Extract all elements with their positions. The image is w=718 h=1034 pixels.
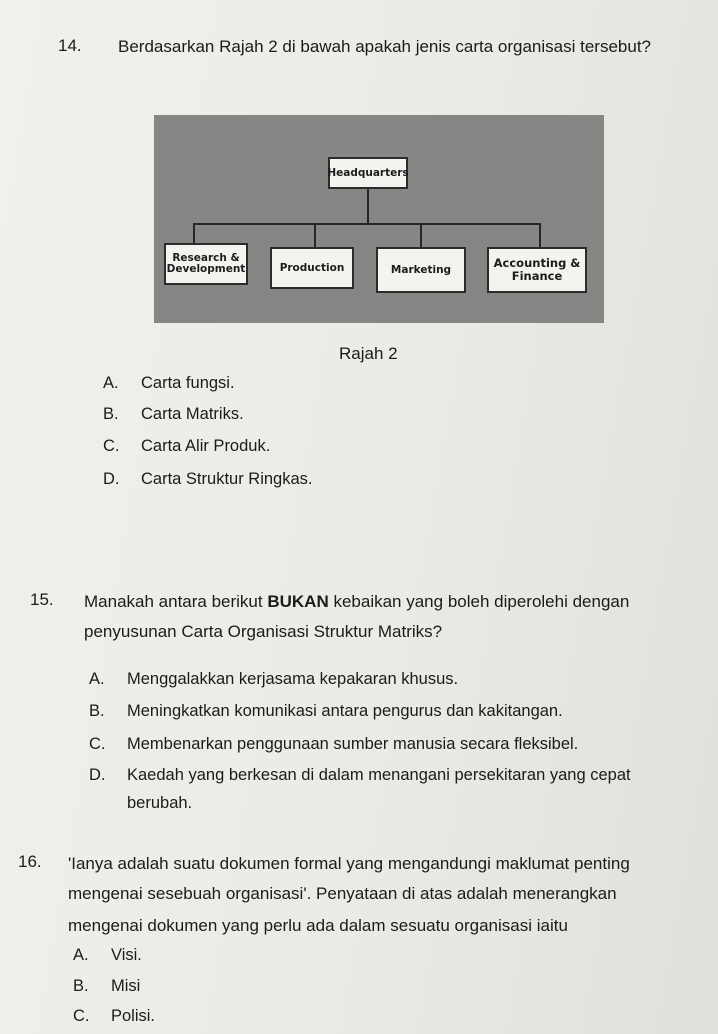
connector-production (314, 223, 316, 247)
box-headquarters-label: Headquarters (327, 166, 409, 179)
q15-option-c (89, 735, 578, 754)
q15-option-b-letter: B. (89, 702, 105, 720)
q15-line2: penyusunan Carta Organisasi Struktur Matriks? (84, 622, 443, 641)
q14-option-d-text: Carta Struktur Ringkas. (141, 470, 313, 488)
q14-option-b (103, 405, 244, 424)
q14-option-a-text: Carta fungsi. (141, 374, 235, 392)
q14-option-a-letter: A. (103, 374, 119, 392)
q15-text-post: kebaikan yang boleh diperolehi dengan (328, 592, 630, 611)
q15-option-a-letter: A. (89, 670, 105, 688)
box-production-label: Production (279, 261, 345, 274)
q15-option-a (89, 670, 458, 689)
box-af-label-1: Accounting & (493, 256, 581, 270)
box-marketing (376, 247, 466, 293)
q16-option-b (73, 977, 140, 996)
q14-option-b-text: Carta Matriks. (141, 405, 244, 423)
q15-option-c-text: Membenarkan penggunaan sumber manusia secara fleksibel. (127, 735, 579, 753)
q15-option-d (89, 766, 631, 785)
q16-option-b-text: Misi (111, 977, 141, 995)
box-rd-label-2: Development (166, 263, 246, 275)
q14-option-c-text: Carta Alir Produk. (141, 437, 271, 455)
box-af-label-2: Finance (511, 269, 563, 283)
connector-accounting (539, 223, 541, 247)
q15-option-d-text: Kaedah yang berkesan di dalam menangani persekitaran yang cepat (127, 766, 631, 784)
q14-option-d-letter: D. (103, 470, 120, 488)
q14-option-c (103, 437, 270, 456)
q16-option-c (73, 1007, 155, 1026)
connector-vertical-hq (367, 189, 369, 223)
connector-rd (193, 223, 195, 243)
q16-option-a-letter: A. (73, 946, 89, 964)
figure-caption: Rajah 2 (339, 344, 398, 363)
box-accounting-finance (487, 247, 587, 293)
q16-line2: mengenai sesebuah organisasi'. Penyataan di atas adalah menerangkan (68, 884, 617, 903)
q16-line1: 'Ianya adalah suatu dokumen formal yang mengandungi maklumat penting (68, 854, 630, 873)
connector-horizontal (193, 223, 539, 225)
q14-option-b-letter: B. (103, 405, 119, 423)
q14-option-c-letter: C. (103, 437, 120, 455)
q15-option-d-letter: D. (89, 766, 106, 784)
q16-option-c-letter: C. (73, 1007, 90, 1025)
connector-marketing (420, 223, 422, 247)
q14-number: 14. (58, 36, 82, 55)
q14-option-d (103, 470, 312, 489)
q14-option-a (103, 374, 235, 393)
box-research-development (164, 243, 248, 285)
box-rd-label-1: Research & (172, 252, 240, 264)
q14-text: Berdasarkan Rajah 2 di bawah apakah jenis carta organisasi tersebut? (118, 37, 651, 56)
q15-text-bold: BUKAN (267, 592, 329, 611)
q16-option-a (73, 946, 142, 965)
q16-line3: mengenai dokumen yang perlu ada dalam sesuatu organisasi iaitu (68, 916, 568, 935)
box-marketing-label: Marketing (390, 263, 452, 276)
q16-option-c-text: Polisi. (111, 1007, 156, 1025)
org-chart-figure (154, 115, 604, 323)
q15-option-c-letter: C. (89, 735, 106, 753)
q15-line1 (84, 590, 629, 614)
q15-option-a-text: Menggalakkan kerjasama kepakaran khusus. (127, 670, 459, 688)
q15-option-b (89, 702, 563, 721)
box-headquarters (328, 157, 408, 189)
q16-option-b-letter: B. (73, 977, 89, 995)
q16-option-a-text: Visi. (111, 946, 142, 964)
q15-option-b-text: Meningkatkan komunikasi antara pengurus dan kakitangan. (127, 702, 563, 720)
q15-option-d-line2: berubah. (127, 794, 193, 812)
q15-number: 15. (30, 590, 54, 609)
q15-text-pre: Manakah antara berikut (84, 592, 268, 611)
box-production (270, 247, 354, 289)
q16-number: 16. (18, 852, 42, 871)
